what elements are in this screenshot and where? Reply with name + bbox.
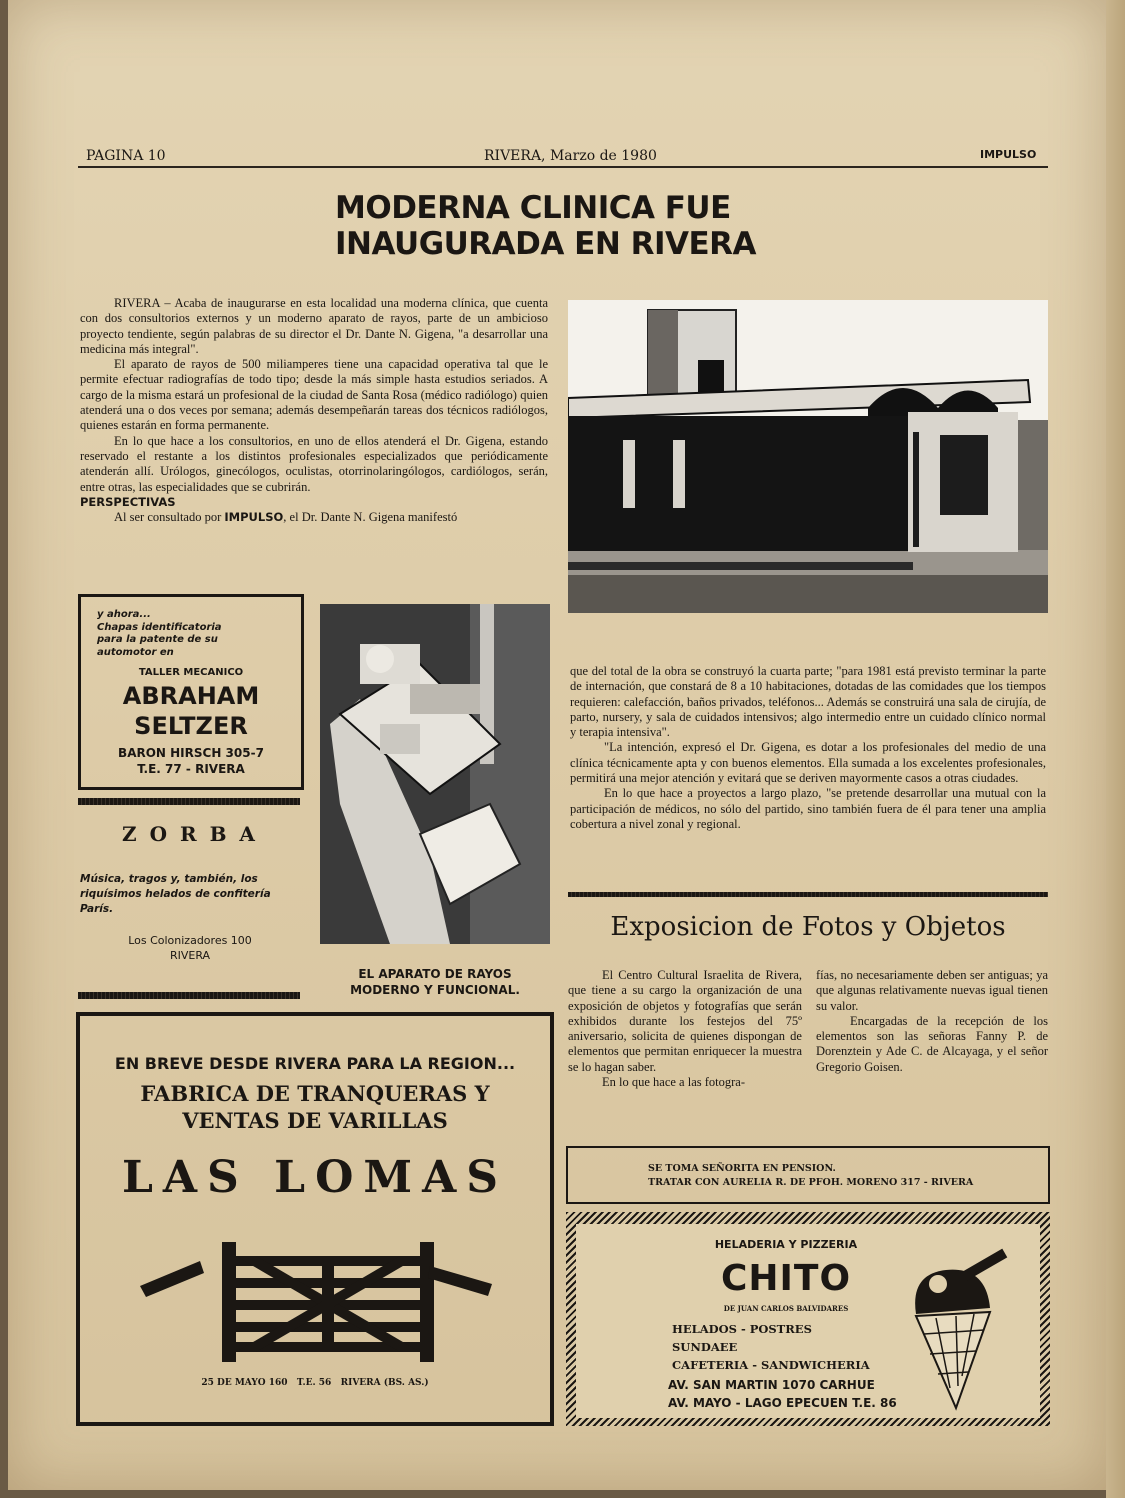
article-paragraph: Al ser consultado por IMPULSO, el Dr. Dante N. Gigena manifestó: [114, 510, 458, 525]
article-column-1: [80, 296, 548, 525]
ad-lomas-headline: FABRICA DE TRANQUERAS Y VENTAS DE VARILLAS: [140, 1081, 490, 1133]
ad-zorba-name: Z O R B A: [122, 822, 258, 846]
ad-pension-text: SE TOMA SEÑORITA EN PENSION. TRATAR CON AURELIA R. DE PFOH. MORENO 317 - RIVERA: [648, 1163, 974, 1188]
ad-chito-address: AV. SAN MARTIN 1070 CARHUE AV. MAYO - LAGO EPECUEN T.E. 86: [668, 1378, 897, 1410]
headline-line-2: INAUGURADA EN RIVERA: [335, 226, 757, 262]
headline-line-1: MODERNA CLINICA FUE: [335, 190, 731, 226]
exposicion-paragraph: fías, no necesariamente deben ser antiguas; ya que algunas relativamente nuevas igual tienen su valor.: [816, 968, 1048, 1013]
ad-zorba-text: Música, tragos y, también, los riquísimos helados de confitería París.: [80, 873, 271, 915]
ad-chito-name: CHITO: [720, 1258, 852, 1299]
ad-zorba: [80, 812, 300, 963]
article-subhead: PERSPECTIVAS: [80, 494, 176, 509]
section-divider: [568, 892, 1048, 897]
exposicion-paragraph: En lo que hace a las fotogra-: [602, 1075, 745, 1090]
ad-zorba-address: Los Colonizadores 100 RIVERA: [128, 934, 252, 962]
ad-lomas-intro: EN BREVE DESDE RIVERA PARA LA REGION...: [114, 1054, 516, 1073]
article-paragraph: RIVERA – Acaba de inaugurarse en esta localidad una moderna clínica, que cuenta con dos consultorios externos y un moderno aparato de rayos, parte de un ambicioso proyecto tendiente, según palabras de su director el Dr. Dante N. Gigena, "a desarrollar una medicina más integral".: [80, 296, 548, 356]
ice-cream-cone-icon: [896, 1244, 1016, 1414]
article-headline: [335, 190, 855, 262]
ad-lomas-brand: LAS LOMAS: [121, 1152, 509, 1203]
article-paragraph: "La intención, expresó el Dr. Gigena, es dotar a los profesionales del medio de una clínica técnicamente apta y con buenos elementos. Ella sumada a los excelentes profesionales, permitirá una mejor atención y evitará que se deriven mayormente casos a otras ciudades.: [570, 740, 1046, 786]
exposicion-paragraph: Encargadas de la recepción de los elementos son las señoras Fanny P. de Dorenztein y Ade C. de Alcayaga, y el señor Gregorio Goisen.: [816, 1013, 1048, 1074]
masthead-rule: [78, 166, 1048, 168]
ad-chito: [576, 1224, 1040, 1418]
ad-chito-owner: DE JUAN CARLOS BALVIDARES: [723, 1304, 849, 1313]
ad-lomas-footer: 25 DE MAYO 160 T.E. 56 RIVERA (BS. AS.): [201, 1378, 429, 1388]
exposicion-paragraph: El Centro Cultural Israelita de Rivera, que tiene a su cargo la organización de una exposición de objetos y fotografías que serán exhibidos durante los festejos del 75º aniversario, solicita de quienes dispongan de elementos que permitan enriquecer la muestra se lo hagan saber.: [568, 968, 802, 1074]
ad-seltzer-name: ABRAHAM SELTZER: [122, 682, 260, 740]
article-column-2: [570, 664, 1046, 832]
ad-chito-kicker: HELADERIA Y PIZZERIA: [714, 1238, 858, 1251]
exposicion-column-2: [816, 968, 1048, 1075]
ad-lomas-gate-illustration: [80, 1016, 550, 1422]
page-number: PAGINA 10: [86, 148, 166, 164]
ad-seltzer-intro: y ahora... Chapas identificatoria para la patente de su automotor en: [97, 609, 222, 658]
ad-chito-items: HELADOS - POSTRES SUNDAEE CAFETERIA - SANDWICHERIA: [672, 1322, 870, 1372]
exposicion-title: Exposicion de Fotos y Objetos: [610, 912, 1006, 942]
ad-seltzer-kicker: TALLER MECANICO: [138, 667, 244, 678]
article-paragraph: En lo que hace a proyectos a largo plazo, "se pretende desarrollar una mutual con la participación de médicos, no sólo del partido, sino también fuera de él para tener una amplia cobertura a nivel zonal y regional.: [570, 786, 1046, 831]
article-paragraph: En lo que hace a los consultorios, en uno de ellos atenderá el Dr. Gigena, estando reservado el restante a los distintos profesionales especializados que periódicamente atenderán allí. Urólogos, ginecólogos, oculistas, otorrinolaringólogos, cardiólogos, serán, entre otras, las especialidades que se cubrirán.: [80, 433, 548, 494]
ad-seltzer: [78, 594, 304, 790]
ad-chito-frame: [566, 1212, 1050, 1426]
adjacent-page-edge: [1106, 0, 1125, 1498]
clinic-photo: [568, 300, 1048, 613]
ad-divider: [78, 992, 300, 999]
ad-seltzer-address: BARON HIRSCH 305-7 T.E. 77 - RIVERA: [118, 746, 264, 776]
xray-machine-photo: [320, 604, 550, 944]
dateline: RIVERA, Marzo de 1980: [484, 148, 657, 164]
paper-name: IMPULSO: [980, 148, 1037, 161]
ad-las-lomas: [76, 1012, 554, 1426]
article-paragraph: que del total de la obra se construyó la cuarta parte; "para 1981 está previsto terminar la parte de internación, que constará de 8 a 10 habitaciones, dotadas de las comidades que los tiempos requieren: calefacción, baños privados, teléfonos... Además se construirá una sala de cirujía, de parto, nursery, y sala de cuidados intensivos; algo intermedio entre un cuidado clínico normal y terapia intensiva".: [570, 664, 1046, 740]
ad-divider: [78, 798, 300, 805]
ad-pension: [566, 1146, 1050, 1204]
article-paragraph: El aparato de rayos de 500 miliamperes tiene una capacidad operativa tal que le permite efectuar radiografías de todo tipo; desde la más simple hasta estudios seriados. A cargo de la misma estará un profesional de la ciudad de Santa Rosa (médico radiólogo) quien atenderá una o dos veces por semana; además desempeñarán tareas dos técnicos radiólogos, quienes estarán en forma permanente.: [80, 357, 548, 433]
photo-caption: EL APARATO DE RAYOS MODERNO Y FUNCIONAL.: [350, 967, 520, 997]
exposicion-column-1: [568, 968, 802, 1090]
